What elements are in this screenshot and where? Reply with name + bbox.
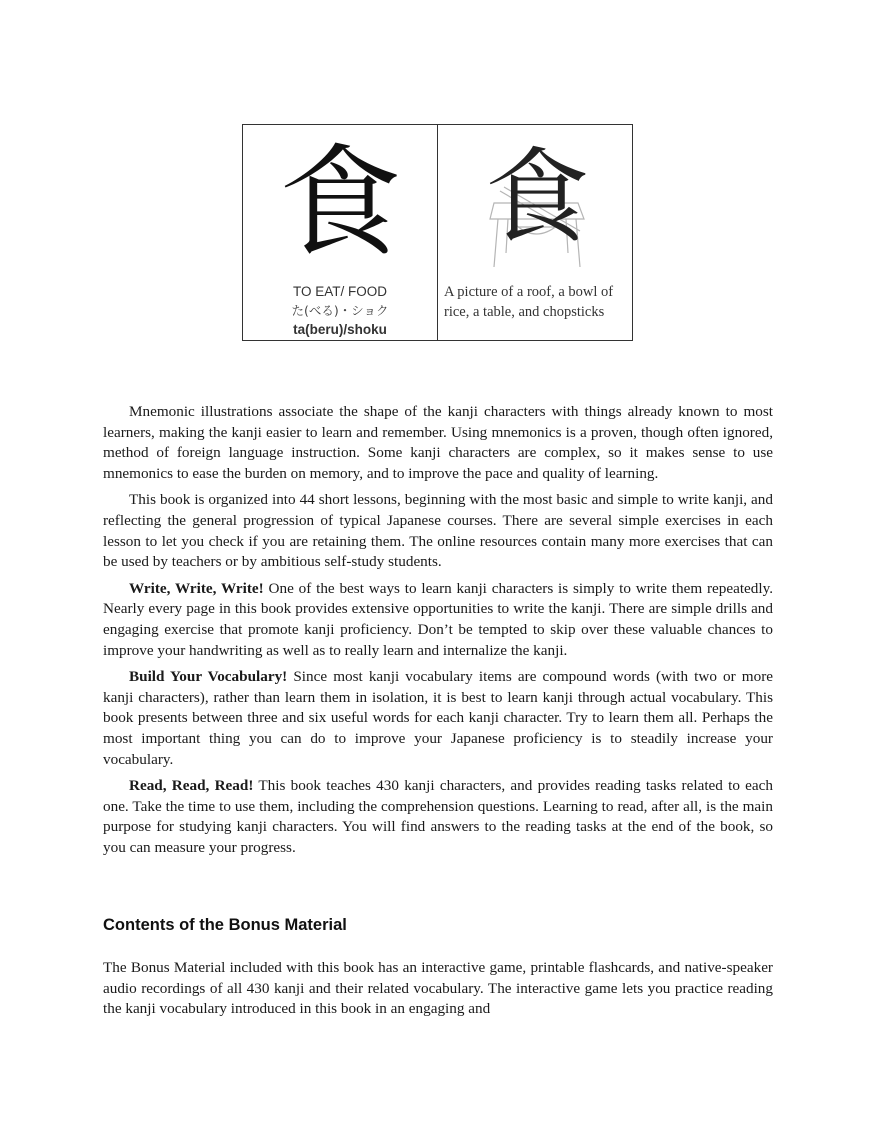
mnemonic-illustration <box>478 131 596 273</box>
paragraph <box>103 402 773 484</box>
meaning-kana: た(べる)・ショク <box>291 303 389 318</box>
mnemonic-caption: A picture of a roof, a bowl of rice, a table, and chopsticks <box>444 284 614 320</box>
section-heading: Contents of the Bonus Material <box>103 916 347 934</box>
paragraph-text: This book teaches 430 kanji characters, and provides reading tasks related to each one. Take the time to use them, including the comprehension questions. Learning to read, after all, is the main purpose for studying kanji characters. You will find answers to the reading tasks at the end of the book, so you can measure your progress. <box>103 777 773 856</box>
paragraph <box>103 490 773 572</box>
paragraph-lead: Read, Read, Read! <box>129 777 254 795</box>
bonus-paragraph: The Bonus Material included with this book has an interactive game, printable flashcards, and native-speaker audio recordings of all 430 kanji and their related vocabulary. The interactive game lets you practice reading the kanji vocabulary introduced in this book in an engaging and <box>103 959 773 1018</box>
paragraph-text: Mnemonic illustrations associate the shape of the kanji characters with things already known to most learners, making the kanji easier to learn and remember. Using mnemonics is a proven, though often ignored, method of foreign language instruction. Some kanji characters are complex, so it makes sense to use mnemonics to ease the burden on memory, and to improve the pace and quality of learning. <box>103 403 773 482</box>
kanji-meaning <box>243 282 437 339</box>
paragraph-text: One of the best ways to learn kanji characters is simply to write them repeatedly. Nearly every page in this book provides extensive opportunities to write the kanji. There are simple drills and engaging exercise that promote kanji proficiency. Don’t be tempted to skip over these valuable chances to improve your handwriting as well as to really learn and internalize the kanji. <box>103 579 773 659</box>
paragraph-text: This book is organized into 44 short lessons, beginning with the most basic and simple to write kanji, and reflecting the general progression of typical Japanese courses. There are several simple exercises in each lesson to let you check if you are retaining them. The online resources contain many more exercises that can be used by teachers or by ambitious self-study students. <box>103 491 773 571</box>
paragraph <box>103 579 773 661</box>
kanji-character: 食 <box>279 132 401 274</box>
mnemonic-kanji: 食 <box>484 136 589 258</box>
paragraph-text: Since most kanji vocabulary items are compound words (with two or more kanji characters), rather than learn them in isolation, it is best to learn kanji through actual vocabulary. This book presents between three and six useful words for each kanji character. Try to learn them all. Perhaps the most important thing you can do to improve your Japanese proficiency is to steadily increase your vocabulary. <box>103 668 774 768</box>
paragraph <box>103 776 773 858</box>
paragraph <box>103 667 773 770</box>
paragraph-lead: Build Your Vocabulary! <box>129 668 288 686</box>
meaning-romaji: ta(beru)/shoku <box>293 322 387 337</box>
meaning-english: TO EAT/ FOOD <box>292 284 387 299</box>
kanji-cell <box>243 125 438 340</box>
kanji-figure <box>242 124 633 341</box>
mnemonic-cell <box>438 125 632 340</box>
paragraph-lead: Write, Write, Write! <box>129 579 264 597</box>
intro-text <box>103 402 773 864</box>
